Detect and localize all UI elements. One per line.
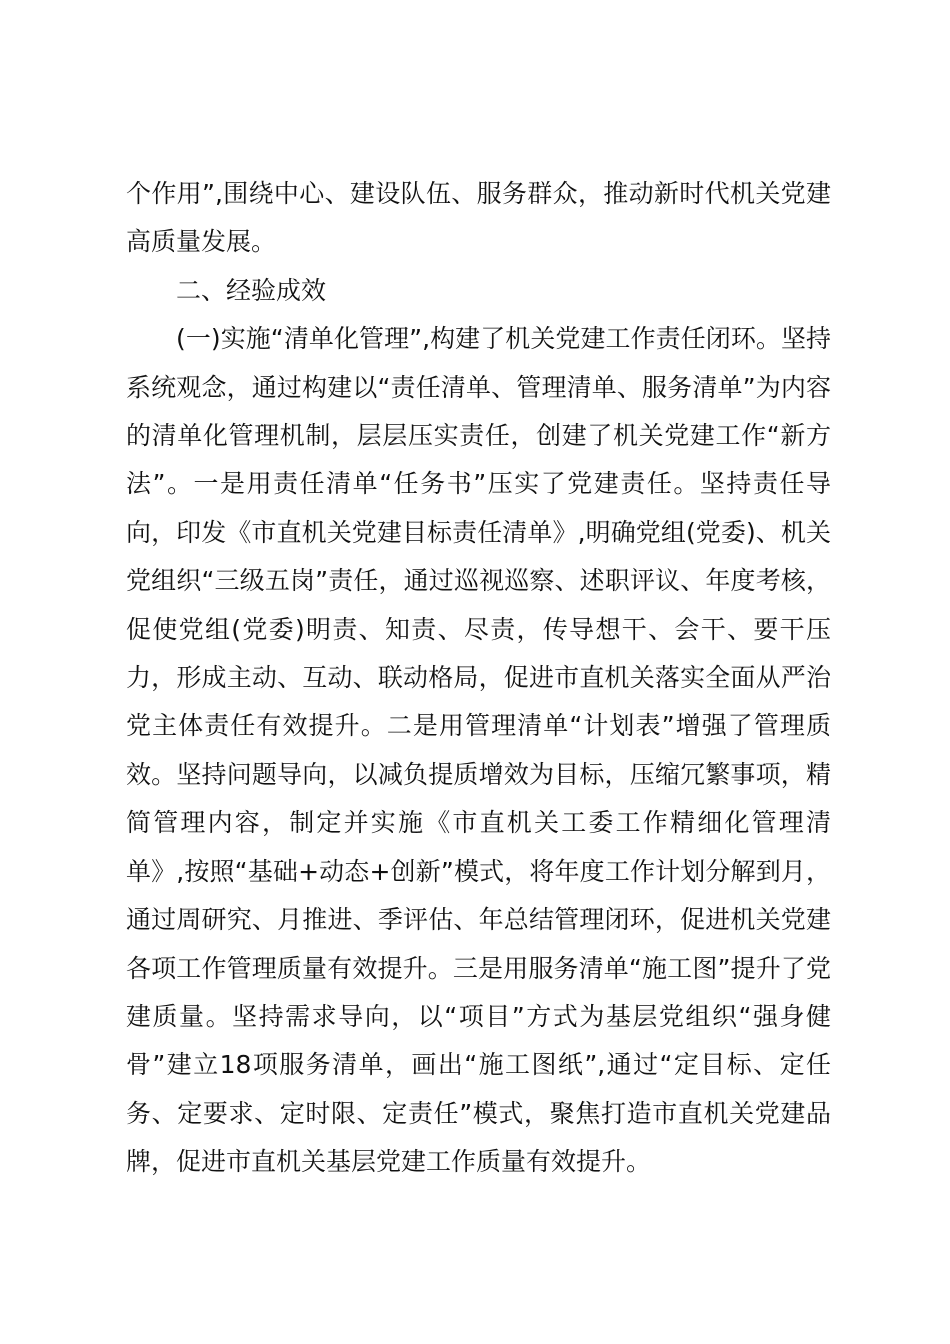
- paragraph-body: (一)实施“清单化管理”,构建了机关党建工作责任闭环。坚持系统观念，通过构建以“责任清单、管理清单、服务清单”为内容的清单化管理机制，层层压实责任，创建了机关党建工作“新方法”。一是用责任清单“任务书”压实了党建责任。坚持责任导向，印发《市直机关党建目标责任清单》,明确党组(党委)、机关党组织“三级五岗”责任，通过巡视巡察、述职评议、年度考核，促使党组(党委)明责、知责、尽责，传导想干、会干、要干压力，形成主动、互动、联动格局，促进市直机关落实全面从严治党主体责任有效提升。二是用管理清单“计划表”增强了管理质效。坚持问题导向，以减负提质增效为目标，压缩冗繁事项，精简管理内容，制定并实施《市直机关工委工作精细化管理清单》,按照“基础+动态+创新”模式，将年度工作计划分解到月，通过周研究、月推进、季评估、年总结管理闭环，促进机关党建各项工作管理质量有效提升。三是用服务清单“施工图”提升了党建质量。坚持需求导向，以“项目”方式为基层党组织“强身健骨”建立18项服务清单，画出“施工图纸”,通过“定目标、定任务、定要求、定时限、定责任”模式，聚焦打造市直机关党建品牌，促进市直机关基层党建工作质量有效提升。: [126, 324, 831, 1177]
- document-body: [126, 170, 831, 1187]
- paragraph-continuation: 个作用”,围绕中心、建设队伍、服务群众，推动新时代机关党建高质量发展。: [126, 179, 831, 257]
- section-heading: 二、经验成效: [176, 275, 327, 305]
